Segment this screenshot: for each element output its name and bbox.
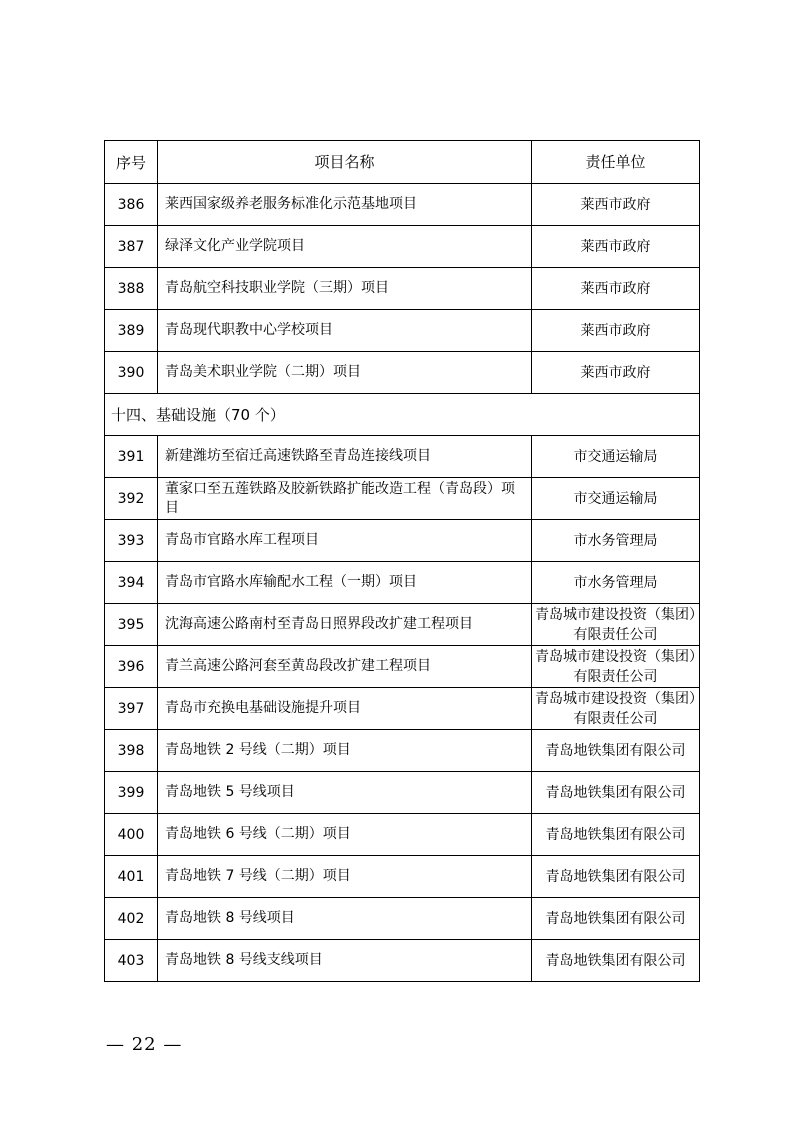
header-name: 项目名称 — [158, 141, 532, 184]
row-no: 395 — [105, 604, 158, 646]
row-no: 398 — [105, 730, 158, 772]
row-no: 392 — [105, 478, 158, 520]
row-unit: 莱西市政府 — [532, 352, 700, 394]
row-name: 青岛地铁 2 号线（二期）项目 — [158, 730, 532, 772]
row-name: 青岛市官路水库工程项目 — [158, 520, 532, 562]
row-no: 401 — [105, 856, 158, 898]
section-row — [105, 394, 700, 436]
row-name: 沈海高速公路南村至青岛日照界段改扩建工程项目 — [158, 604, 532, 646]
table-row — [105, 898, 700, 940]
row-no: 400 — [105, 814, 158, 856]
row-unit: 青岛地铁集团有限公司 — [532, 898, 700, 940]
row-name: 青岛美术职业学院（二期）项目 — [158, 352, 532, 394]
row-name: 董家口至五莲铁路及胶新铁路扩能改造工程（青岛段）项目 — [158, 478, 532, 520]
table-row — [105, 940, 700, 982]
row-unit: 莱西市政府 — [532, 226, 700, 268]
header-unit: 责任单位 — [532, 141, 700, 184]
row-unit: 市交通运输局 — [532, 478, 700, 520]
table-row — [105, 268, 700, 310]
row-no: 386 — [105, 184, 158, 226]
row-no: 397 — [105, 688, 158, 730]
row-no: 394 — [105, 562, 158, 604]
row-name: 青岛地铁 7 号线（二期）项目 — [158, 856, 532, 898]
row-name: 青岛市充换电基础设施提升项目 — [158, 688, 532, 730]
row-name: 莱西国家级养老服务标准化示范基地项目 — [158, 184, 532, 226]
row-name: 青岛现代职教中心学校项目 — [158, 310, 532, 352]
table-row — [105, 226, 700, 268]
row-name: 青岛地铁 5 号线项目 — [158, 772, 532, 814]
table-row — [105, 814, 700, 856]
row-unit: 市水务管理局 — [532, 562, 700, 604]
table-row — [105, 520, 700, 562]
row-no: 402 — [105, 898, 158, 940]
section-title: 十四、基础设施（70 个） — [105, 394, 700, 436]
row-name: 青兰高速公路河套至黄岛段改扩建工程项目 — [158, 646, 532, 688]
row-name: 青岛航空科技职业学院（三期）项目 — [158, 268, 532, 310]
table-row — [105, 352, 700, 394]
row-unit: 青岛地铁集团有限公司 — [532, 814, 700, 856]
row-name: 青岛地铁 6 号线（二期）项目 — [158, 814, 532, 856]
table-row — [105, 772, 700, 814]
table-row — [105, 604, 700, 646]
row-unit: 莱西市政府 — [532, 184, 700, 226]
row-no: 396 — [105, 646, 158, 688]
table-header-row — [105, 141, 700, 184]
row-name: 青岛市官路水库输配水工程（一期）项目 — [158, 562, 532, 604]
row-no: 399 — [105, 772, 158, 814]
row-unit: 青岛城市建设投资（集团）有限责任公司 — [532, 604, 700, 646]
row-unit: 市交通运输局 — [532, 436, 700, 478]
row-unit: 青岛城市建设投资（集团）有限责任公司 — [532, 688, 700, 730]
row-no: 388 — [105, 268, 158, 310]
row-unit: 青岛地铁集团有限公司 — [532, 730, 700, 772]
project-table — [104, 140, 700, 982]
table-row — [105, 730, 700, 772]
row-no: 393 — [105, 520, 158, 562]
row-no: 391 — [105, 436, 158, 478]
table-row — [105, 184, 700, 226]
table-row — [105, 646, 700, 688]
table-row — [105, 478, 700, 520]
row-unit: 青岛地铁集团有限公司 — [532, 856, 700, 898]
row-unit: 莱西市政府 — [532, 268, 700, 310]
page-number: — 22 — — [106, 1034, 183, 1055]
row-unit: 青岛地铁集团有限公司 — [532, 940, 700, 982]
table-row — [105, 310, 700, 352]
table-row — [105, 856, 700, 898]
table-row — [105, 562, 700, 604]
row-no: 403 — [105, 940, 158, 982]
row-no: 387 — [105, 226, 158, 268]
row-no: 389 — [105, 310, 158, 352]
row-no: 390 — [105, 352, 158, 394]
row-name: 新建潍坊至宿迁高速铁路至青岛连接线项目 — [158, 436, 532, 478]
header-no: 序号 — [105, 141, 158, 184]
table-row — [105, 688, 700, 730]
row-name: 绿泽文化产业学院项目 — [158, 226, 532, 268]
table-row — [105, 436, 700, 478]
row-unit: 青岛城市建设投资（集团）有限责任公司 — [532, 646, 700, 688]
row-unit: 青岛地铁集团有限公司 — [532, 772, 700, 814]
row-unit: 莱西市政府 — [532, 310, 700, 352]
row-unit: 市水务管理局 — [532, 520, 700, 562]
row-name: 青岛地铁 8 号线项目 — [158, 898, 532, 940]
row-name: 青岛地铁 8 号线支线项目 — [158, 940, 532, 982]
